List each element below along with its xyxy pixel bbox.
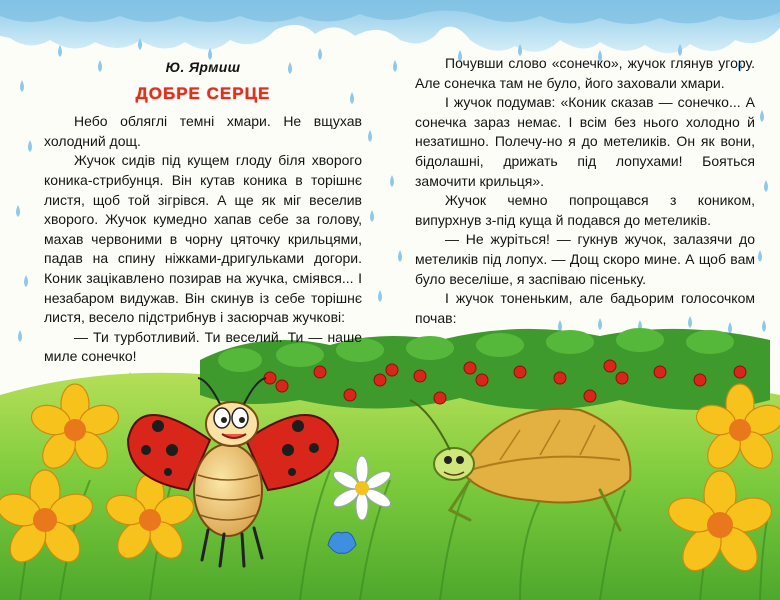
clouds bbox=[0, 0, 780, 53]
paragraph: Почувши слово «сонечко», жучок глянув угору. Але сонечка там не було, його заховали хмари. bbox=[415, 55, 755, 91]
paragraph: I жучок тоненьким, але бадьорим голосочком почав: bbox=[415, 290, 755, 326]
right-page-text bbox=[415, 54, 755, 328]
paragraph: I жучок подумав: «Коник сказав — сонечко... А сонечка зараз немає. I всiм без нього холодно й незатишно. Полечу-но я до метеликiв. Он як вони, бiдолашнi, дрижать пiд лопухами! Бояться замочити крильця». bbox=[415, 94, 755, 189]
paragraph: Небо обляглi темнi хмари. Не вщухав холодний дощ. bbox=[44, 113, 362, 149]
blue-flower bbox=[328, 532, 356, 553]
left-page-text bbox=[44, 54, 362, 367]
paragraph: — Ти турботливий. Ти веселий. Ти — наше миле сонечко! bbox=[44, 328, 362, 365]
author-name: Ю. Ярмиш bbox=[165, 59, 241, 75]
story-title: ДОБРЕ СЕРЦЕ bbox=[135, 83, 271, 103]
paragraph: — Не журiться! — гукнув жучок, залазячи до метеликiв пiд лопух. — Дощ скоро мине. А щоб вам було веселiше, я заспiваю пiсеньку. bbox=[415, 231, 755, 287]
paragraph: Жучок сидiв пiд кущем глоду бiля хворого коника-стрибунця. Вiн кутав коника в торiшнє листя, щоб той зiгрiвся. А ще як мiг веселив хворого. Жучок кумедно хапав себе за голову, махав червоними в чорну цяточку крильцями, падав на спину нiжками-дригульками догори. Коник зацiкавлено позирав на жучка, смiявся... I незабаром видужав. Вiн скинув iз себе торiшнє листя, весело пiдстрибнув i засюрчав жучковi: bbox=[44, 152, 362, 326]
paragraph: Жучок чемно попрощався з коником, випурхнув з-пiд куща й подався до метеликiв. bbox=[415, 192, 755, 228]
